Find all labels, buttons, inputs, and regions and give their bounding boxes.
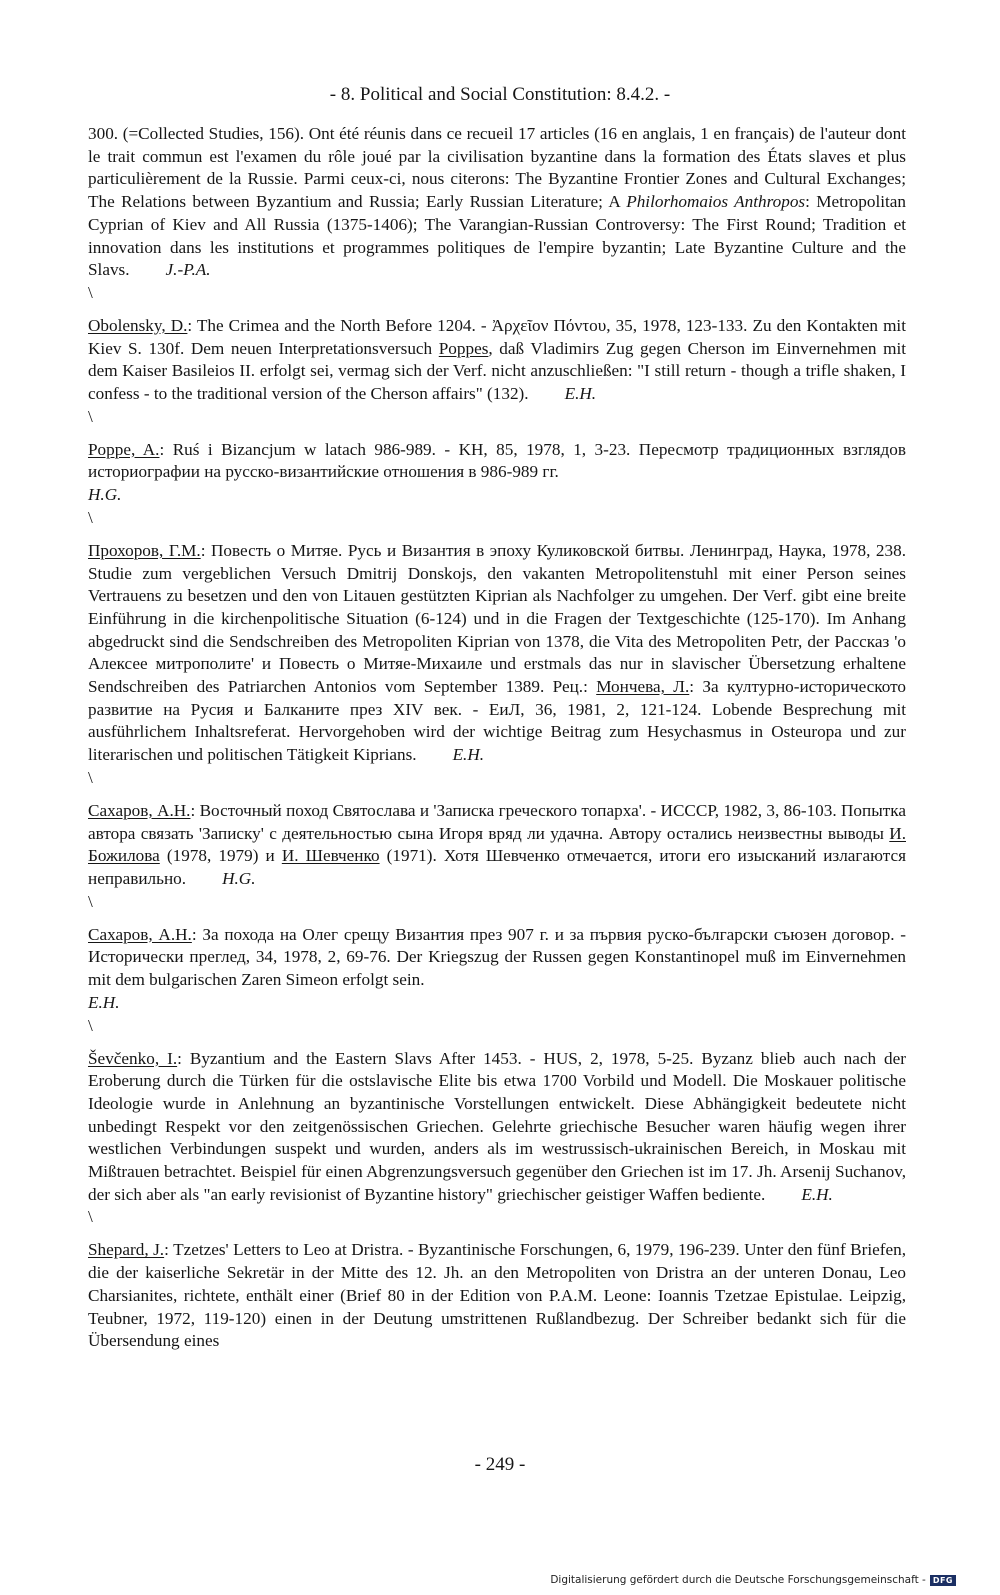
page-number: - 249 - — [474, 1454, 526, 1475]
entry-text: Прохоров, Г.М.: Повесть о Митяе. Русь и Византия в эпоху Куликовской битвы. Ленинград, Наука, 1978, 238. Studie zum vergeblichen Versuch Dmitrij Donskojs, den vakanten Metropolitenstuhl mit einer Person seines Vertrauens zu besetzen und den von Litauen gestützten Kiprian als Nachfolger zu umgehen. Der Verf. gibt eine breite Einführung in die kirchenpolitische Situation (6-124) und in die Fragen der Textgeschichte (125-170). Im Anhang abgedruckt sind die Sendschreiben des Metropoliten Kiprian von 1378, die Vita des Metropoliten Petr, der Рассказ 'о Алексее митрополите' и Повесть о Митяе-Михаиле und erstmals das nur in slavischer Übersetzung erhaltene Sendschreiben des Patriarchen Antonios vom September 1389. Рец.: Мончева, Л.: За културно-историческото развитие на Русия и Балканите през XIV век. - ЕиЛ, 36, 1981, 2, 121-124. Lobende Besprechung mit ausführlichem Inhaltsreferat. Hervorgehoben wird der wichtige Beitrag zum Hesychasmus in Osteuropa und zur literarischen und politischen Tätigkeit Kiprians. E.H. — [88, 540, 907, 765]
cross-reference: Мончева, Л. — [596, 677, 690, 697]
reviewer-initials: E.H. — [452, 745, 485, 765]
entry-sakharov-2 — [88, 924, 906, 1037]
entry-prokhorov — [88, 540, 906, 789]
bibliography-entries — [88, 123, 906, 1364]
author-name: Obolensky, D. — [88, 315, 188, 335]
entry-separator: \ — [88, 282, 93, 302]
author-name: Poppe, A. — [88, 439, 160, 459]
reviewer-initials: E.H. — [801, 1184, 833, 1204]
author-name: Сахаров, А.Н. — [88, 924, 192, 944]
entry-separator: \ — [88, 507, 93, 527]
digitization-footer — [550, 1574, 956, 1586]
entry-text: Сахаров, А.Н.: За похода на Олег срещу Византия през 907 г. и за първия руско-български съюзен договор. - Исторически преглед, 34, 1978, 2, 69-76. Der Kriegszug der Russen gegen Konstantinopel muß im Einvernehmen mit dem bulgarischen Zaren Simeon erfolgt sein. E.H. — [88, 924, 907, 1012]
entry-obolensky — [88, 315, 906, 428]
entry-separator: \ — [88, 406, 93, 426]
entry-poppe — [88, 439, 906, 529]
dfg-logo: DFG — [930, 1575, 956, 1586]
entry-separator: \ — [88, 1207, 93, 1227]
author-name: Shepard, J. — [88, 1240, 165, 1260]
entry-text: 300. (=Collected Studies, 156). Ont été réunis dans ce recueil 17 articles (16 en anglais, 1 en français) de l'auteur dont le trait commun est l'examen du rôle joué par la civilisation byzantine dans la formation des États slaves et plus particulièrement de la Russie. Parmi ceux-ci, nous citerons: The Byzantine Frontier Zones and Cultural Exchanges; The Relations between Byzantium and Russia; Early Russian Literature; A Philorhomaios Anthropos: Metropolitan Cyprian of Kiev and All Russia (1375-1406); The Varangian-Russian Controversy: The First Round; Tradition et innovation dans les institutions et programmes politiques de l'empire byzantin; Late Byzantine Culture and the Slavs. J.-P.A. — [88, 124, 907, 280]
entry-shepard — [88, 1239, 906, 1353]
entry-text: Obolensky, D.: The Crimea and the North Before 1204. - Ἀρχεῖον Πόντου, 35, 1978, 123-133. Zu den Kontakten mit Kiev S. 130f. Dem neuen Interpretationsversuch Poppes, daß Vladimirs Zug gegen Cherson im Einvernehmen mit dem Kaiser Basileios II. erfolgt sei, vermag sich der Verf. nicht anzuschließen: "I still return - though a trifle shaken, I confess - to the traditional version of the Cherson affairs" (132). E.H. — [88, 315, 906, 404]
reviewer-initials: J.-P.A. — [165, 260, 211, 280]
entry-text: Shepard, J.: Tzetzes' Letters to Leo at Dristra. - Byzantinische Forschungen, 6, 1979, 196-239. Unter den fünf Briefen, die der kaiserliche Sekretär in der Mitte des 12. Jh. an den Metropoliten von Dristra an der unteren Donau, Leo Charsianites, richtete, enthält einer (Brief 80 in der Edition von P.A.M. Leone: Ioannis Tzetzae Epistulae. Leipzig, Teubner, 1972, 119-120) einen in der Deutung umstrittenen Rußlandbezug. Der Schreiber bedankt sich für die Übersendung eines — [88, 1240, 906, 1351]
entry-separator: \ — [88, 891, 93, 911]
entry-separator: \ — [88, 767, 93, 787]
cross-reference: И. Божилова — [88, 823, 906, 866]
digitization-note: Digitalisierung gefördert durch die Deutsche Forschungsgemeinschaft - — [550, 1574, 926, 1586]
entry-sakharov-1 — [88, 800, 906, 913]
author-name: Сахаров, А.Н. — [88, 800, 191, 820]
entry-sevcenko — [88, 1048, 906, 1229]
entry-text: Ševčenko, I.: Byzantium and the Eastern Slavs After 1453. - HUS, 2, 1978, 5-25. Byzanz blieb auch nach der Eroberung durch die Türken für die ostslavische Elite bis etwa 1700 Vorbild und Modell. Die Moskauer politische Ideologie wurde in Anlehnung an byzantinische Vorstellungen entwickelt. Diese Abhängigkeit bedeutete nicht unbedingt Respekt vor den zeitgenössischen Griechen. Gelehrte griechische Besucher waren häufig wegen ihrer westlichen Verbindungen suspekt und wurden, anders als im westrussisch-ukrainischen Bereich, in Moskau mit Mißtrauen betrachtet. Beispiel für einen Abgrenzungsversuch gegenüber den Griechen ist im 17. Jh. Arsenij Suchanov, der sich aber als "an early revisionist of Byzantine history" griechischer geistiger Waffen bediente. E.H. — [88, 1048, 906, 1204]
entry-text: Сахаров, А.Н.: Восточный поход Святослава и 'Записка греческого топарха'. - ИСССР, 1982, 3, 86-103. Попытка автора связать 'Записку' с деятельностью сына Игоря вряд ли удачна. Автору остались неизвестны выводы И. Божилова (1978, 1979) и И. Шевченко (1971). Хотя Шевченко отмечается, итоги его изысканий излагаются неправильно. H.G. — [88, 800, 907, 888]
cross-reference: Poppes — [438, 338, 489, 358]
entry-separator: \ — [88, 1015, 93, 1035]
entry-text: Poppe, A.: Ruś i Bizancjum w latach 986-989. - KH, 85, 1978, 1, 3-23. Пересмотр традиционных взглядов историографии на русско-византийские отношения в 986-989 гг. H.G. — [88, 439, 906, 505]
reviewer-initials: E.H. — [88, 992, 120, 1012]
entry-collected-studies — [88, 123, 906, 304]
cross-reference: И. Шевченко — [281, 846, 380, 866]
italic-title: Philorhomaios Anthropos — [626, 192, 806, 212]
author-name: Ševčenko, I. — [88, 1048, 178, 1068]
reviewer-initials: H.G. — [88, 485, 122, 505]
reviewer-initials: E.H. — [564, 384, 597, 404]
running-head: - 8. Political and Social Constitution: 8.4.2. - — [329, 84, 671, 105]
reviewer-initials: H.G. — [222, 868, 256, 888]
author-name: Прохоров, Г.М. — [88, 540, 201, 560]
